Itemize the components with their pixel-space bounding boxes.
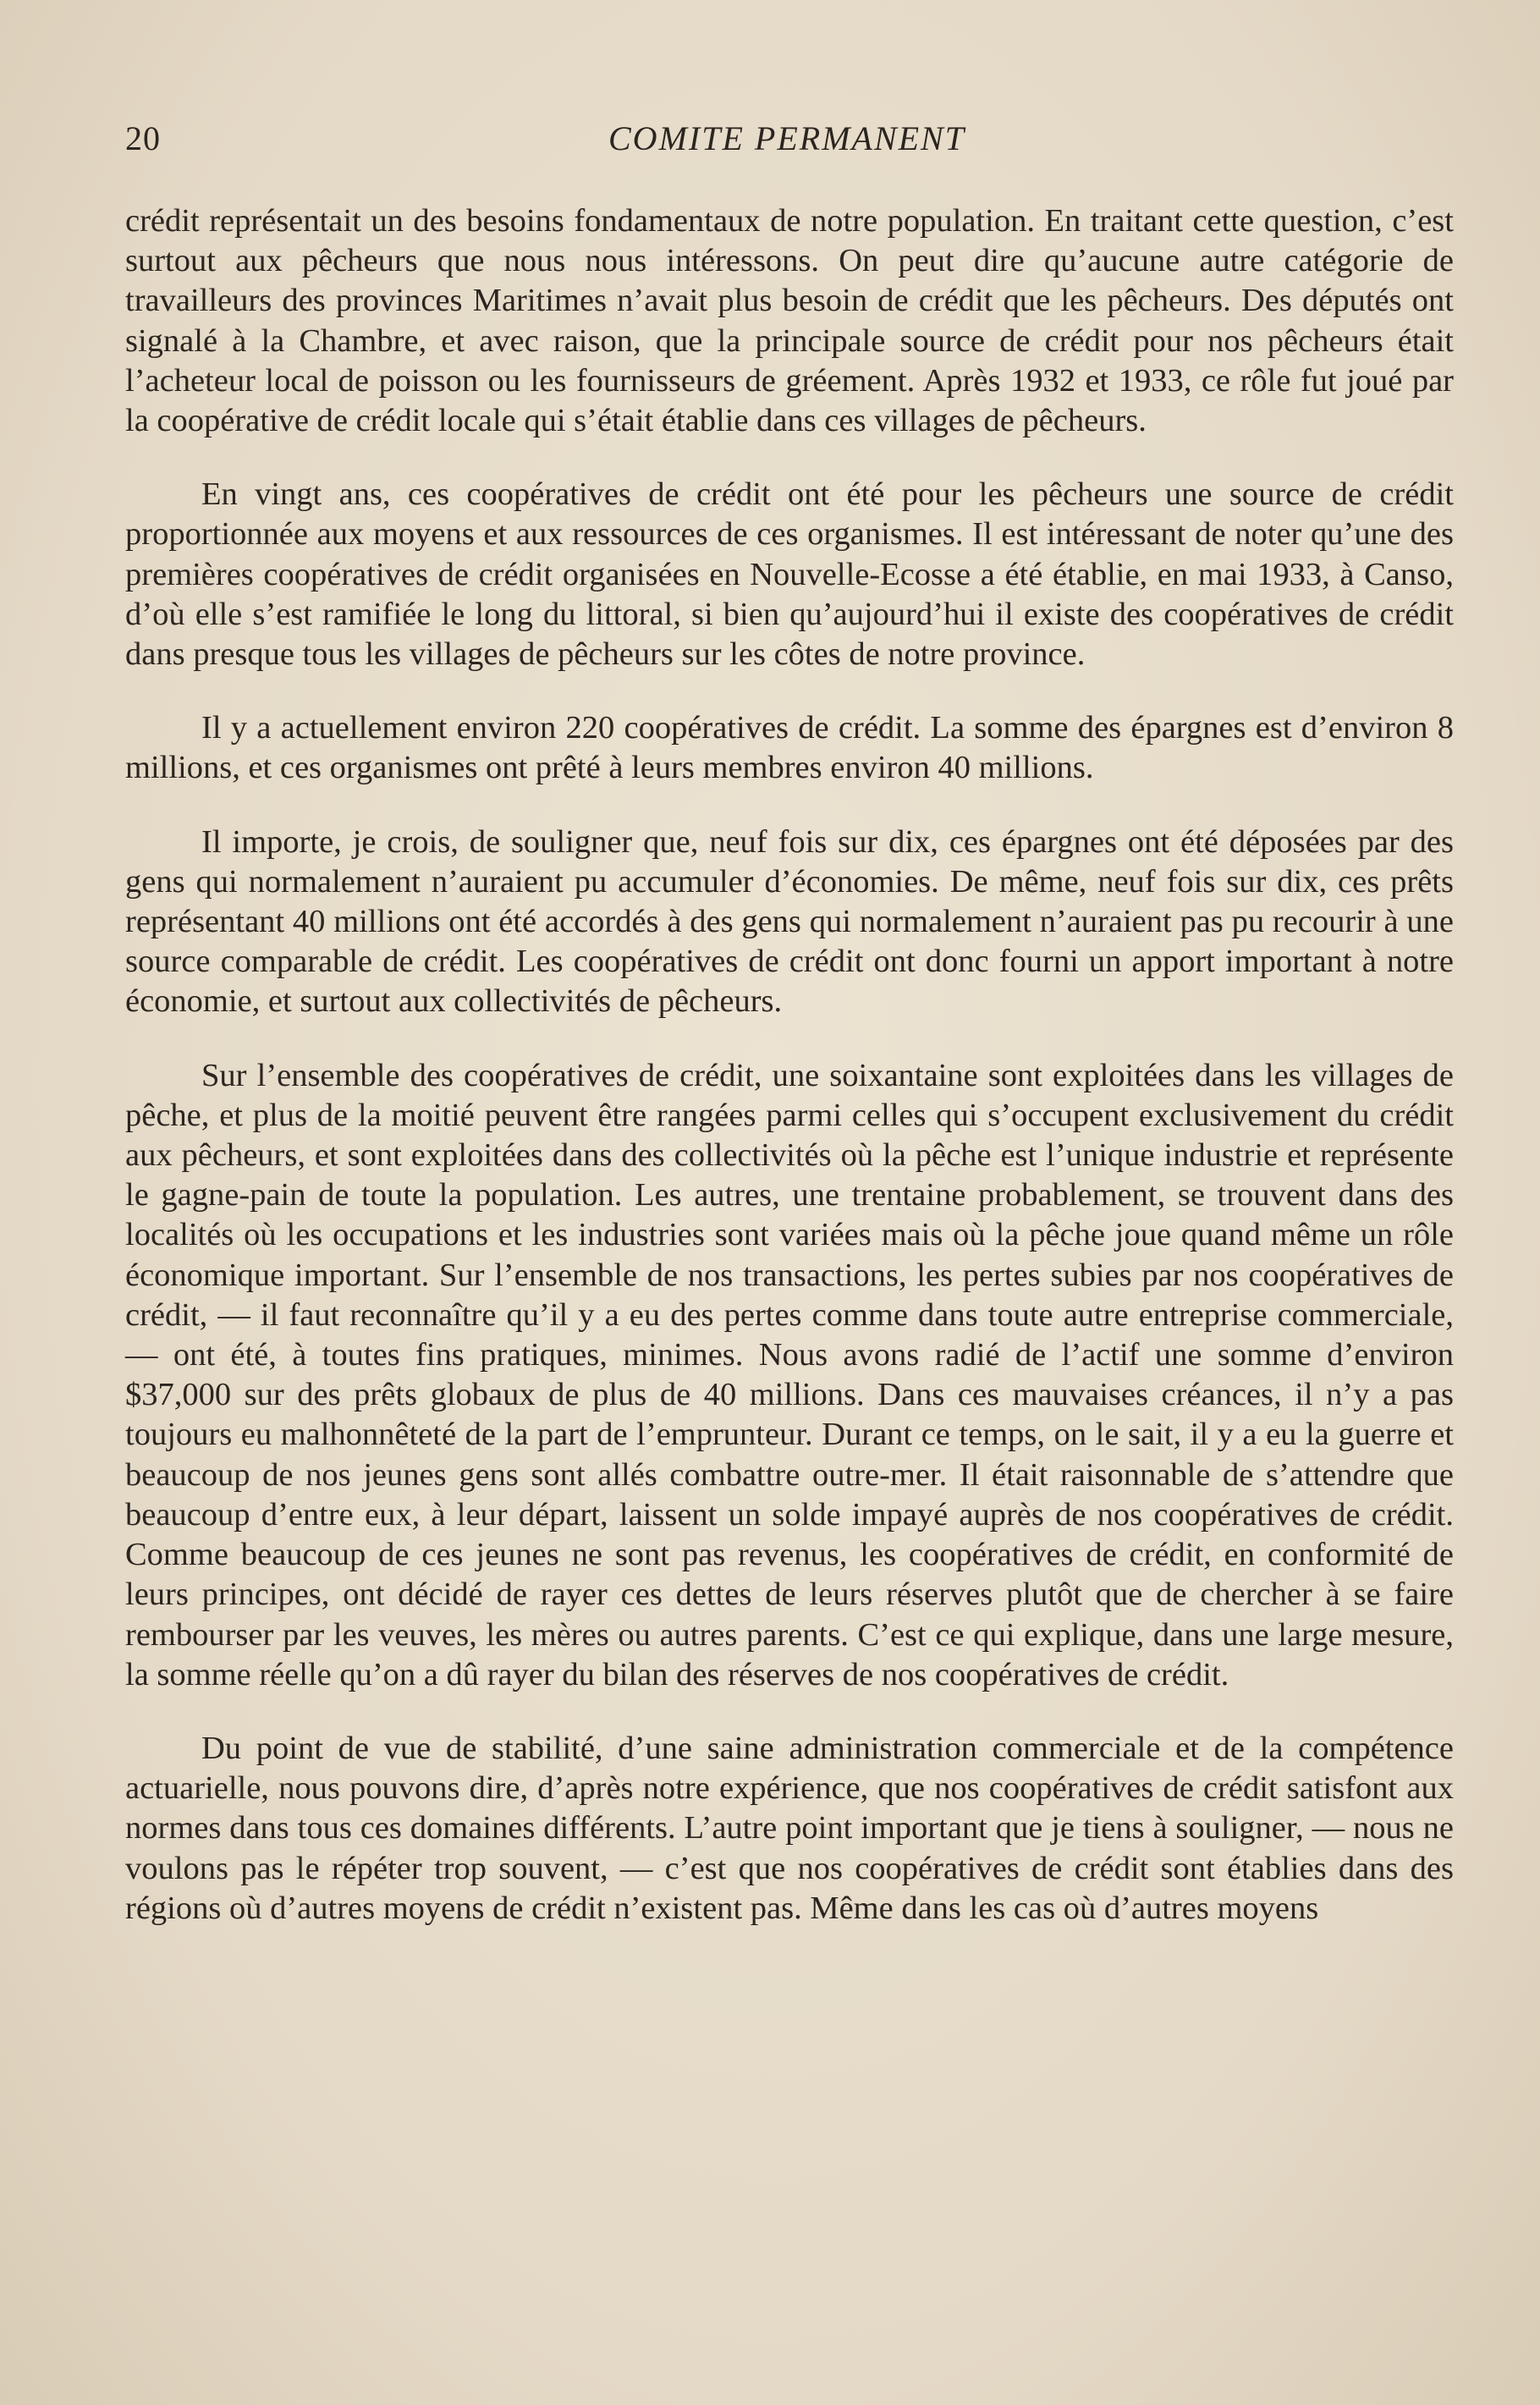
paragraph-continued: crédit représentait un des besoins fondamentaux de notre population. En traitant cette question, c’est surtout aux pêcheurs que nous nous intéressons. On peut dire qu’aucune autre catégorie de travailleurs des provinces Maritimes n’avait plus besoin de crédit que les pêcheurs. Des députés ont signalé à la Chambre, et avec raison, que la principale source de crédit pour nos pêcheurs était l’acheteur local de poisson ou les fournisseurs de gréement. Après 1932 et 1933, ce rôle fut joué par la coopérative de crédit locale qui s’était établie dans ces villages de pêcheurs. [125, 203, 1454, 439]
paragraph: Sur l’ensemble des coopératives de crédit, une soixantaine sont exploitées dans les villages de pêche, et plus de la moitié peuvent être rangées parmi celles qui s’occupent exclusivement du crédit aux pêcheurs, et sont exploitées dans des collectivités où la pêche est l’unique industrie et représente le gagne-pain de toute la population. Les autres, une trentaine probablement, se trouvent dans des localités où les occupations et les industries sont variées mais où la pêche joue quand même un rôle économique important. Sur l’ensemble de nos transactions, les pertes subies par nos coopératives de crédit, — il faut reconnaître qu’il y a eu des pertes comme dans toute autre entreprise commerciale, — ont été, à toutes fins pratiques, minimes. Nous avons radié de l’actif une somme d’environ $37,000 sur des prêts globaux de plus de 40 millions. Dans ces mauvaises créances, il n’y a pas toujours eu malhonnêteté de la part de l’emprunteur. Durant ce temps, on le sait, il y a eu la guerre et beaucoup de nos jeunes gens sont allés combattre outre-mer. Il était raisonnable de s’attendre que beaucoup d’entre eux, à leur départ, laissent un solde impayé auprès de nos coopératives de crédit. Comme beaucoup de ces jeunes ne sont pas revenus, les coopératives de crédit, en conformité de leurs principes, ont décidé de rayer ces dettes de leurs réserves plutôt que de chercher à se faire rembourser par les veuves, les mères ou autres parents. C’est ce qui explique, dans une large mesure, la somme réelle qu’on a dû rayer du bilan des réserves de nos coopératives de crédit. [125, 1057, 1454, 1692]
running-title: COMITE PERMANENT [608, 119, 965, 157]
body-text [125, 201, 1454, 1929]
page-header [125, 118, 1449, 166]
paragraph: Il importe, je crois, de souligner que, neuf fois sur dix, ces épargnes ont été déposées par des gens qui normalement n’auraient pu accumuler d’économies. De même, neuf fois sur dix, ces prêts représentant 40 millions ont été accordés à des gens qui normalement n’auraient pas pu recourir à une source comparable de crédit. Les coopératives de crédit ont donc fourni un apport important à notre économie, et surtout aux collectivités de pêcheurs. [125, 823, 1454, 1020]
page-number: 20 [125, 119, 161, 157]
paragraph: Du point de vue de stabilité, d’une saine administration commerciale et de la compétence actuarielle, nous pouvons dire, d’après notre expérience, que nos coopératives de crédit satisfont aux normes dans tous ces domaines différents. L’autre point important que je tiens à souligner, — nous ne voulons pas le répéter trop souvent, — c’est que nos coopératives de crédit sont établies dans des régions où d’autres moyens de crédit n’existent pas. Même dans les cas où d’autres moyens [125, 1730, 1454, 1926]
paragraph: Il y a actuellement environ 220 coopératives de crédit. La somme des épargnes est d’environ 8 millions, et ces organismes ont prêté à leurs membres environ 40 millions. [125, 710, 1454, 786]
paragraph: En vingt ans, ces coopératives de crédit ont été pour les pêcheurs une source de crédit proportionnée aux moyens et aux ressources de ces organismes. Il est intéressant de noter qu’une des premières coopératives de crédit organisées en Nouvelle-Ecosse a été établie, en mai 1933, à Canso, d’où elle s’est ramifiée le long du littoral, si bien qu’aujourd’hui il existe des coopératives de crédit dans presque tous les villages de pêcheurs sur les côtes de notre province. [125, 476, 1454, 673]
